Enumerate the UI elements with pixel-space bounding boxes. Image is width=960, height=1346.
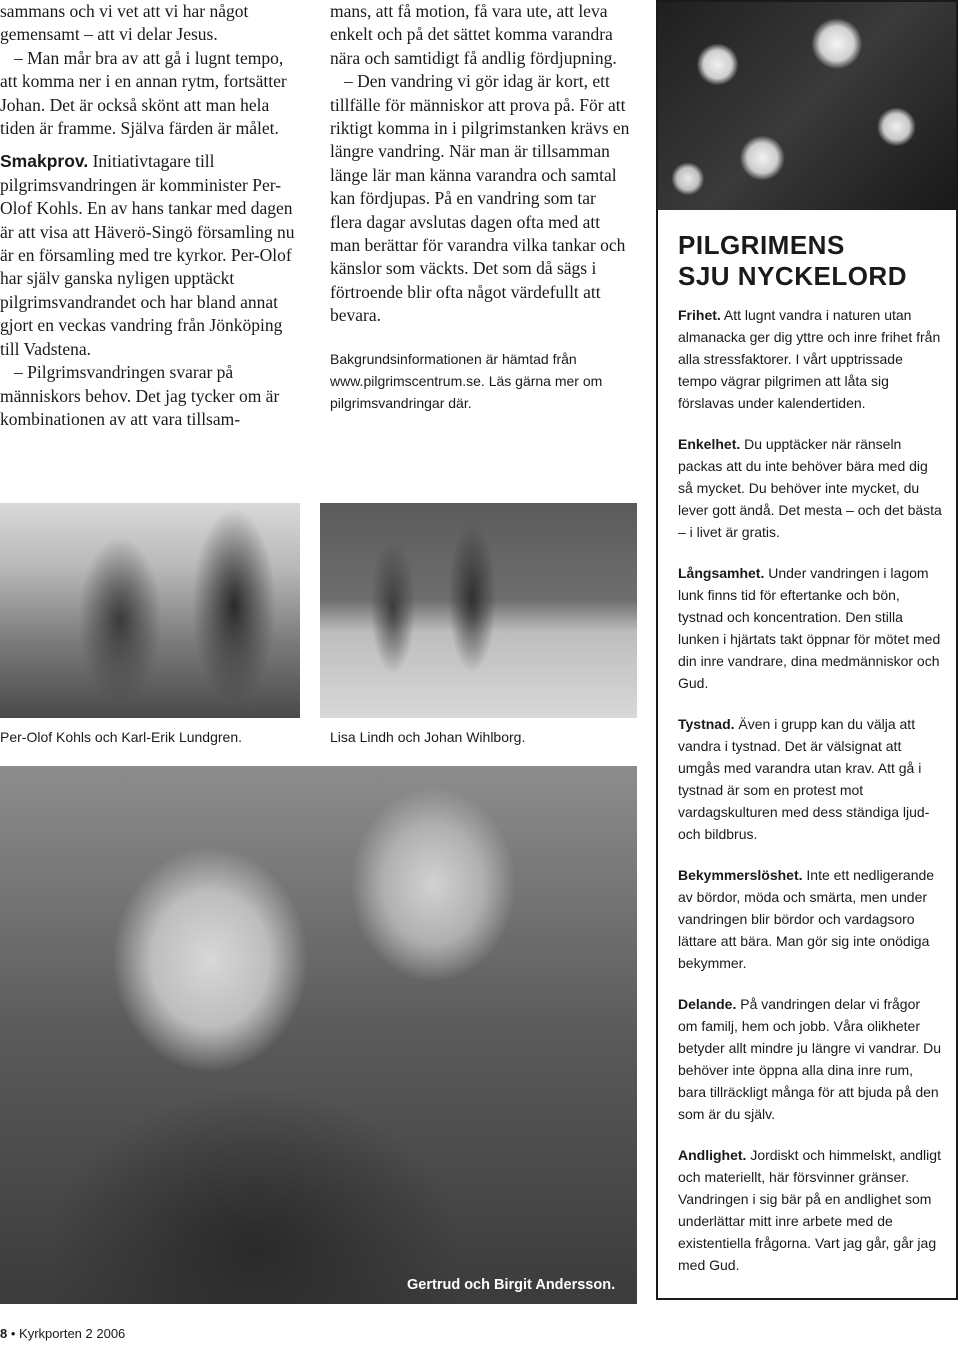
keyword-description: Du upptäcker när ränseln packas att du inte behöver bära med dig så mycket. Du behöver inte mycket, du lever gott ändå. Det mesta – och det bästa – i livet är gratis.	[678, 436, 942, 540]
sidebar-body	[678, 230, 942, 1295]
keyword-item	[678, 1144, 942, 1276]
keyword-term: Enkelhet.	[678, 436, 741, 452]
keywords-sidebar	[656, 0, 958, 1300]
page-number: 8	[0, 1326, 8, 1341]
sidebar-title-line: PILGRIMENS	[678, 230, 845, 260]
article-paragraph	[0, 150, 302, 361]
keyword-term: Bekymmerslöshet.	[678, 867, 803, 883]
keyword-description: Jordiskt och himmelskt, andligt och materiellt, här försvinner gränser. Vandringen i sig bär på en andlighet som underlättar mitt inre arbete med de existentiella frågorna. Vart jag går, går jag med Gud.	[678, 1147, 941, 1273]
article-column-1	[0, 0, 302, 431]
keyword-item	[678, 993, 942, 1125]
section-lead-in: Smakprov.	[0, 151, 89, 172]
keyword-term: Tystnad.	[678, 716, 735, 732]
photo-two-women	[0, 766, 637, 1304]
keyword-description: Under vandringen i lagom lunk finns tid för eftertanke och bön, tystnad och koncentration. Den stilla lunken i hjärtats takt öppnar för mötet med din inre vandrare, dina medmänniskor och Gud.	[678, 565, 941, 691]
keyword-item	[678, 304, 942, 414]
article-paragraph: mans, att få motion, få vara ute, att leva enkelt och på det sättet komma varandra nära och samtidigt få andlig fördjupning.	[330, 1, 617, 68]
paragraph-text: Initiativtagare till pilgrimsvandringen är komminister Per-Olof Kohls. En av hans tankar med dagen är att visa att Häverö-Singö församling nu är en församling med tre kyrkor. Per-Olof har själv ganska nyligen upptäckt pilgrimsvandrandet och har bland annat gjort en veckas vandring från Jönköping till Vadstena.	[0, 151, 295, 359]
keyword-description: Inte ett nedligerande av bördor, möda och smärta, men under vandringen blir bördor och vardagsoro lättare att bära. Man gör sig inte onödiga bekymmer.	[678, 867, 935, 971]
article-paragraph: – Den vandring vi gör idag är kort, ett tillfälle för människor att prova på. För att riktigt komma in i pilgrimstanken krävs en längre vandring. När man är tillsamman länge lär man känna varandra och samtal kan fördjupas. På en vandring som tar flera dagar avslutas dagen ofta med att man berättar för varandra vilka tankar och känslor som väckts. Det som då sägs i förtroende blir ofta något värdefullt att bevara.	[330, 71, 630, 326]
keyword-term: Långsamhet.	[678, 565, 765, 581]
keyword-item	[678, 864, 942, 974]
photo-caption: Lisa Lindh och Johan Wihlborg.	[330, 729, 526, 745]
photo-flowers	[658, 2, 956, 210]
article-paragraph: – Man mår bra av att gå i lugnt tempo, att komma ner i en annan rytm, fortsätter Johan. Det är också skönt att man hela tiden är framme. Själva färden är målet.	[0, 47, 287, 139]
article-paragraph: – Pilgrimsvandringen svarar på människors behov. Det jag tycker om är kombinationen av att vara tillsam-	[0, 362, 280, 429]
photo-forest-conversation	[0, 503, 300, 718]
keyword-item	[678, 562, 942, 694]
keyword-item	[678, 433, 942, 543]
keyword-item	[678, 713, 942, 845]
source-note: Bakgrundsinformationen är hämtad från www.pilgrimscentrum.se. Läs gärna mer om pilgrimsvandringar där.	[330, 350, 603, 411]
article-paragraph: sammans och vi vet att vi har något gemensamt – att vi delar Jesus.	[0, 1, 249, 45]
keyword-term: Frihet.	[678, 307, 721, 323]
keyword-description: Att lugnt vandra i naturen utan almanacka ger dig yttre och inre frihet från alla stressfaktorer. I vårt upptrissade tempo vägrar pilgrimen att låta sig förslavas under kalendertiden.	[678, 307, 941, 411]
photo-walking-couple	[320, 503, 637, 718]
keyword-term: Delande.	[678, 996, 737, 1012]
keyword-term: Andlighet.	[678, 1147, 747, 1163]
publication-name: Kyrkporten 2 2006	[19, 1326, 126, 1341]
photo-caption: Per-Olof Kohls och Karl-Erik Lundgren.	[0, 729, 242, 745]
sidebar-title-line: SJU NYCKELORD	[678, 261, 907, 291]
photo-caption: Gertrud och Birgit Andersson.	[407, 1277, 616, 1293]
page-footer	[0, 1326, 125, 1341]
keyword-description: Även i grupp kan du välja att vandra i tystnad. Det är välsignat att umgås med varandra utan krav. Att gå i tystnad är som en protest mot vardagskulturen med dess ständiga ljud- och bildbrus.	[678, 716, 930, 842]
keyword-description: På vandringen delar vi frågor om familj, hem och jobb. Våra olikheter betyder allt mindre ju längre vi vandrar. Du behöver inte öppna alla dina inre rum, bara tillräckligt många för att bjuda på den som är du själv.	[678, 996, 942, 1122]
sidebar-title	[678, 230, 942, 292]
footer-bullet: •	[10, 1326, 16, 1341]
article-column-2	[330, 0, 630, 414]
